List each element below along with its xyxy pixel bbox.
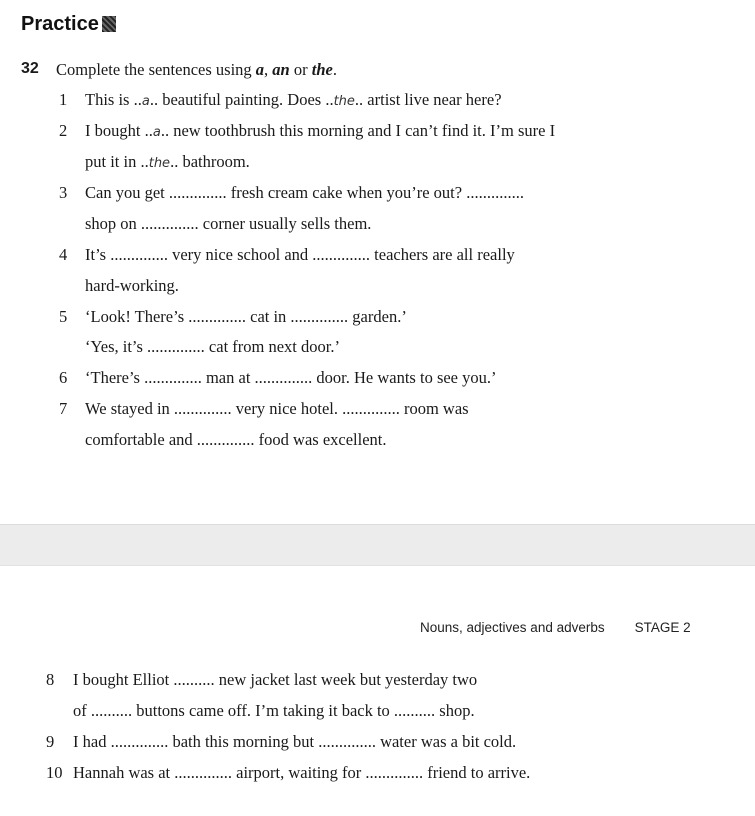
item-line: ‘Look! There’s .............. cat in .............. garden.’: [85, 307, 407, 326]
item-number: 2: [59, 121, 68, 140]
running-head-section: Nouns, adjectives and adverbs: [420, 620, 605, 635]
running-head: [420, 620, 721, 635]
item-line: [85, 121, 555, 143]
option-the: the: [311, 60, 333, 79]
item-line: We stayed in .............. very nice hotel. .............. room was: [85, 399, 469, 418]
text: This is ..: [85, 90, 142, 109]
item-line: I bought Elliot .......... new jacket last week but yesterday two: [73, 670, 478, 689]
text: .. new toothbrush this morning and I can’t find it. I’m sure I: [160, 121, 556, 140]
item-line: ‘There’s .............. man at .............. door. He wants to see you.’: [85, 368, 497, 387]
exercise-number: 32: [21, 60, 39, 77]
running-head-stage: STAGE 2: [634, 620, 691, 635]
handwritten-answer: a: [152, 125, 161, 140]
item-number: 9: [46, 732, 55, 751]
handwritten-answer: the: [148, 156, 171, 171]
item-line: Can you get .............. fresh cream cake when you’re out? ..............: [85, 183, 524, 202]
item-number: 4: [59, 245, 68, 264]
text: .. beautiful painting. Does ..: [149, 90, 334, 109]
item-line: [85, 152, 250, 174]
item-line: Hannah was at .............. airport, waiting for .............. friend to arrive.: [73, 763, 531, 782]
item-line: ‘Yes, it’s .............. cat from next door.’: [85, 337, 340, 356]
text: I bought ..: [85, 121, 153, 140]
item-number: 8: [46, 670, 55, 689]
instruction-end: .: [332, 60, 337, 79]
instruction-text: Complete the sentences using: [56, 60, 256, 79]
text: .. artist live near here?: [354, 90, 502, 109]
item-number: 6: [59, 368, 68, 387]
section-heading: [21, 13, 116, 36]
option-a: a: [255, 60, 265, 79]
item-line: I had .............. bath this morning but .............. water was a bit cold.: [73, 732, 517, 751]
instruction-sep: ,: [264, 60, 273, 79]
item-number: 10: [46, 763, 63, 782]
item-number: 7: [59, 399, 68, 418]
text: put it in ..: [85, 152, 149, 171]
heading-marker-icon: [102, 16, 116, 32]
item-number: 1: [59, 90, 68, 109]
item-line: comfortable and .............. food was excellent.: [85, 430, 387, 449]
item-line: It’s .............. very nice school and .............. teachers are all really: [85, 245, 515, 264]
handwritten-answer: the: [333, 94, 355, 109]
page-divider: [0, 524, 755, 566]
heading-text: Practice: [21, 13, 99, 35]
handwritten-answer: a: [141, 94, 150, 109]
item-line: shop on .............. corner usually sells them.: [85, 214, 372, 233]
option-an: an: [272, 60, 290, 79]
item-line: [85, 90, 502, 112]
exercise-instruction: [56, 60, 337, 80]
item-line: hard-working.: [85, 276, 179, 295]
item-number: 5: [59, 307, 68, 326]
item-line: of .......... buttons came off. I’m taking it back to .......... shop.: [73, 701, 475, 720]
item-number: 3: [59, 183, 68, 202]
text: .. bathroom.: [170, 152, 250, 171]
instruction-sep: or: [289, 60, 312, 79]
